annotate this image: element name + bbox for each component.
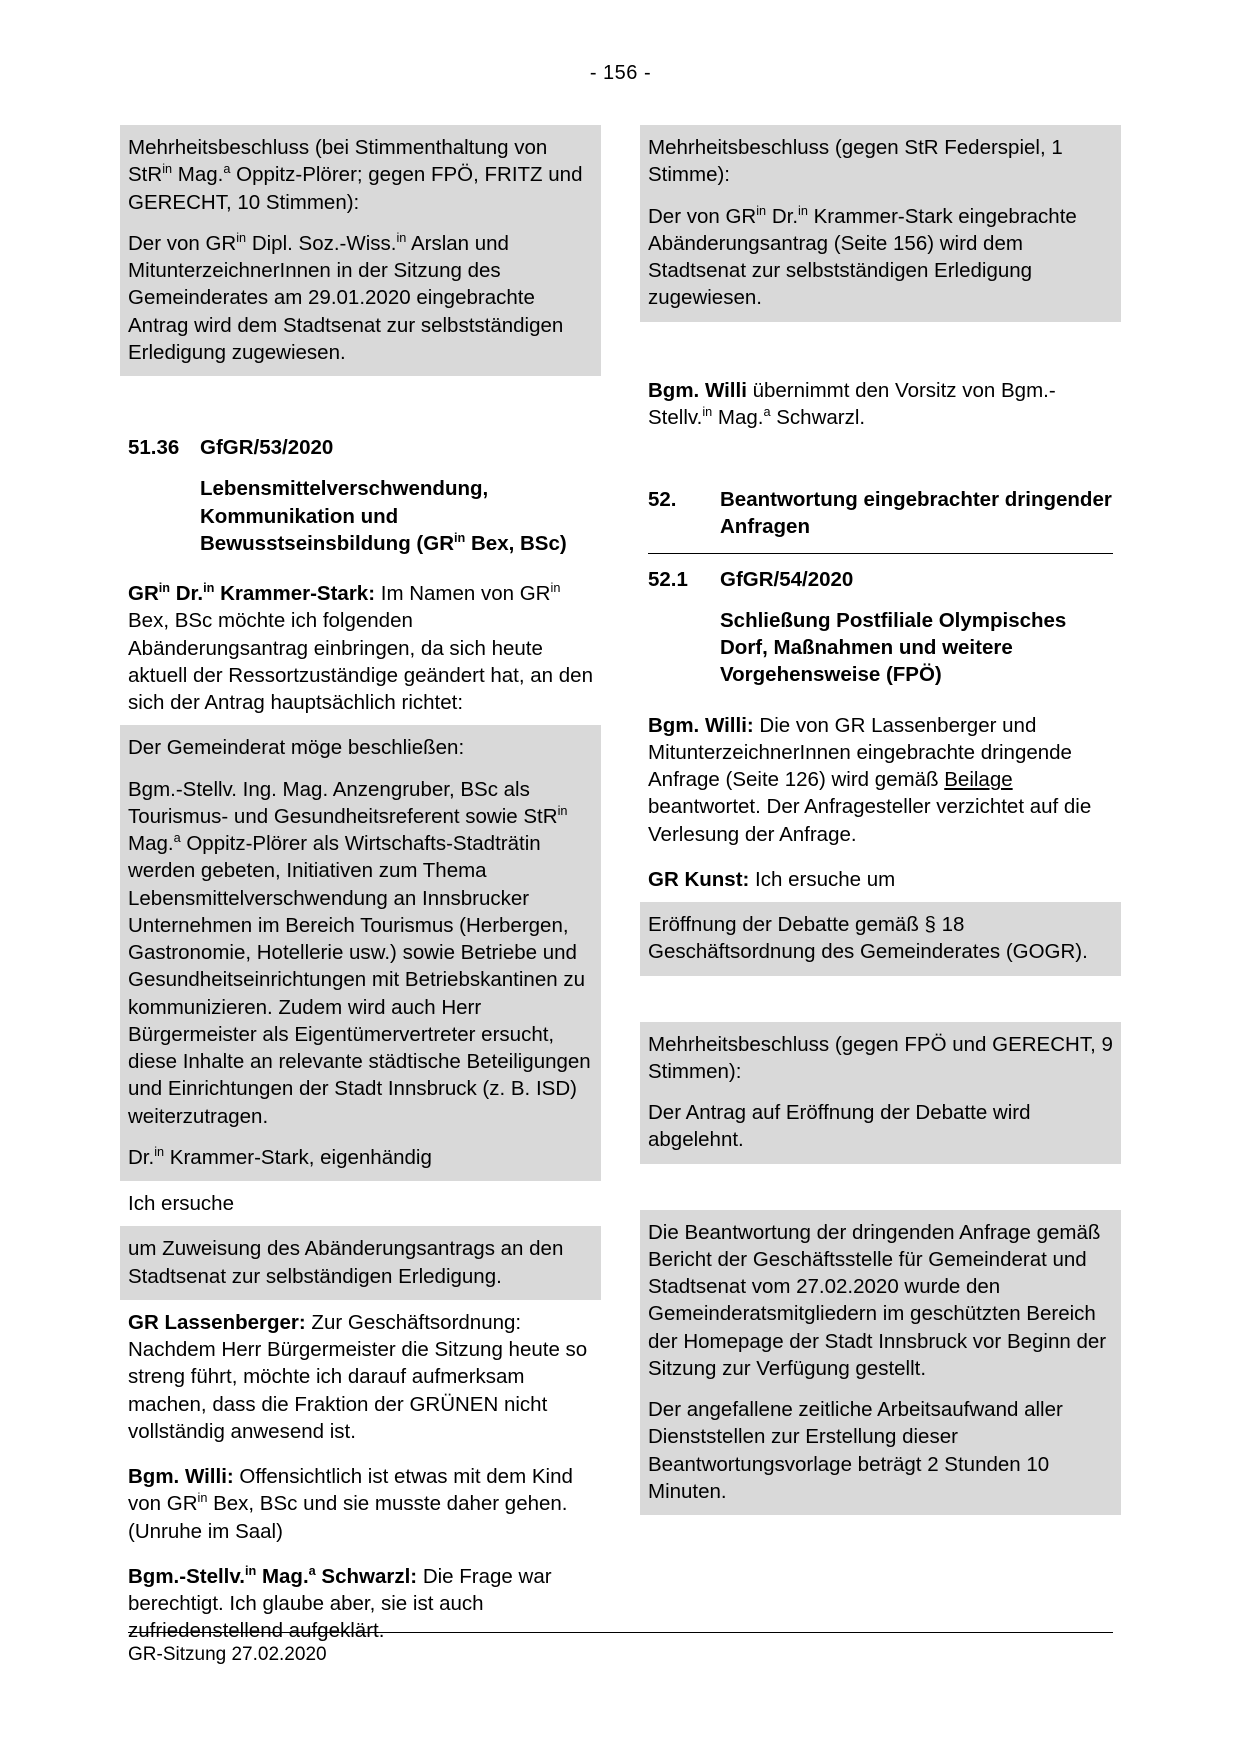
- agenda-item-title: Schließung Postfiliale Olympisches Dorf, Maßnahmen und weitere Vorgehensweise (FPÖ): [720, 608, 1067, 687]
- superscript: in: [236, 229, 247, 245]
- text-fragment: Bgm.-Stellv. Ing. Mag. Anzengruber, BSc als Tourismus- und Gesundheitsreferent sowie StR: [128, 777, 558, 828]
- motion-intro: Der Gemeinderat möge beschließen:: [128, 736, 465, 760]
- superscript: in: [396, 229, 407, 245]
- footer-divider: [128, 1632, 1113, 1633]
- speaker-name: GR Kunst:: [648, 867, 750, 891]
- agenda-item-reference: GfGR/54/2020: [720, 567, 854, 591]
- text-fragment: Dipl. Soz.-Wiss.: [246, 231, 397, 255]
- motion-block: [120, 725, 601, 1181]
- text-fragment: übernimmt den Vorsitz von Bgm.-Stellv.: [648, 378, 1056, 429]
- superscript: in: [162, 161, 173, 177]
- text-fragment: Die von GR Lassenberger und MitunterzeichnerInnen eingebrachte dringende Anfrage (Seite 126) wird gemäß: [648, 713, 1072, 791]
- request-block: [640, 902, 1121, 976]
- text-fragment: Dr.: [128, 1145, 155, 1169]
- footer-text: GR-Sitzung 27.02.2020: [128, 1644, 327, 1665]
- speaker-name: Bgm. Willi:: [128, 1465, 234, 1488]
- text-fragment: Die Frage war berechtigt. Ich glaube aber, sie ist auch zufriedenstellend aufgeklärt.: [128, 1564, 552, 1643]
- majority-decision-detail: [128, 230, 593, 366]
- page-number: - 156 -: [589, 62, 652, 84]
- text-fragment: Bex, BSc und sie musste daher gehen. (Unruhe im Saal): [128, 1492, 568, 1543]
- motion-signature: [128, 1144, 593, 1171]
- text-fragment: Im Namen von GR: [375, 582, 551, 605]
- majority-decision-line: [128, 134, 593, 216]
- superscript: in: [454, 529, 466, 545]
- text-fragment: Bex, BSc): [465, 531, 567, 555]
- section-heading: [648, 486, 1113, 541]
- text-fragment: Dr.: [766, 204, 799, 228]
- text-fragment: Ich ersuche um: [749, 867, 896, 891]
- superscript: in: [557, 802, 568, 818]
- request-block: [120, 1226, 601, 1300]
- motion-body: [128, 776, 593, 1130]
- superscript: in: [550, 580, 561, 596]
- text-fragment: Dr.: [170, 582, 204, 605]
- superscript: a: [173, 830, 181, 846]
- superscript: a: [308, 1562, 316, 1578]
- text-fragment: Krammer-Stark eingebrachte Abänderungsantrag (Seite 156) wird dem Stadtsenat zur selbstständigen Erledigung zugewiesen.: [648, 204, 1077, 310]
- agenda-item-reference: GfGR/53/2020: [200, 436, 334, 459]
- section-divider: [648, 553, 1113, 554]
- agenda-item-number: 52.1: [648, 567, 688, 591]
- superscript: in: [158, 580, 171, 596]
- text-fragment: Lebensmittelverschwendung, Kommunikation und Bewusstseinsbildung (GR: [200, 477, 489, 555]
- superscript: a: [223, 161, 231, 177]
- superscript: in: [702, 403, 713, 419]
- text-fragment: Krammer-Stark:: [214, 582, 376, 605]
- text-fragment: Schwarzl.: [770, 405, 866, 429]
- superscript: in: [798, 202, 808, 218]
- answer-note-line1: Die Beantwortung der dringenden Anfrage gemäß Bericht der Geschäftsstelle für Gemeinderat und Stadtsenat vom 27.02.2020 wurde den Gemeinderatsmitgliedern im geschützten Bereich der Homepage der Stadt Innsbruck vor Beginn der Sitzung zur Verfügung gestellt.: [648, 1220, 1107, 1380]
- text-fragment: Bex, BSc möchte ich folgenden Abänderungsantrag einbringen, da sich heute aktuell der Ressortzuständige geändert hat, an den sich der Antrag hauptsächlich richtet:: [128, 609, 593, 714]
- text-fragment: Schwarzl:: [315, 1564, 418, 1588]
- speaker-name: Bgm.-Stellv.: [128, 1564, 245, 1588]
- request-body: Eröffnung der Debatte gemäß § 18 Geschäftsordnung des Gemeinderates (GOGR).: [648, 913, 1088, 964]
- text-fragment: Mag.: [172, 163, 224, 187]
- answer-note-line2: Der angefallene zeitliche Arbeitsaufwand aller Dienststellen zur Erstellung dieser Beantwortungsvorlage beträgt 2 Stunden 10 Minuten.: [648, 1398, 1063, 1503]
- answer-note-block: [640, 1210, 1121, 1516]
- text-fragment: Arslan und MitunterzeichnerInnen in der Sitzung des Gemeinderates am 29.01.2020 eingebrachte Antrag wird dem Stadtsenat zur selbstständigen Erledigung zugewiesen.: [128, 231, 564, 364]
- speaker-statement: [640, 703, 1121, 857]
- speaker-name: Bgm. Willi: [648, 378, 747, 402]
- text-fragment: beantwortet. Der Anfragesteller verzichtet auf die Verlesung der Anfrage.: [648, 795, 1092, 846]
- agenda-item-title: [200, 475, 593, 557]
- agenda-item-number: 51.36: [128, 436, 180, 459]
- chair-change-note: [640, 368, 1121, 441]
- speaker-statement: [120, 1300, 601, 1454]
- agenda-item-heading: [128, 434, 593, 461]
- section-number: 52.: [648, 488, 677, 511]
- text-fragment: Der von GR: [648, 204, 757, 228]
- majority-decision-detail: [648, 203, 1113, 312]
- decision-block: [640, 1022, 1121, 1164]
- section-title: Beantwortung eingebrachter dringender Anfragen: [720, 488, 1112, 539]
- superscript: in: [154, 1143, 165, 1159]
- page-footer: [128, 1624, 1113, 1666]
- superscript: in: [756, 202, 767, 218]
- decision-detail: Der Antrag auf Eröffnung der Debatte wird abgelehnt.: [648, 1101, 1031, 1152]
- text-fragment: Mag.: [256, 1564, 309, 1588]
- text-fragment: Oppitz-Plörer als Wirtschafts-Stadträtin werden gebeten, Initiativen zum Thema Lebensmittelverschwendung an Innsbrucker Unternehmen im Bereich Tourismus (Herbergen, Gastronomie, Hotellerie usw.) sowie Betriebe und Gesundheitseinrichtungen mit Betriebskantinen zu kommunizieren. Zudem wird auch Herr Bürgermeister als Eigentümervertreter ersucht, diese Inhalte an relevante städtische Beteiligungen und Einrichtungen der Stadt Innsbruck (z. B. ISD) weiterzutragen.: [128, 832, 591, 1128]
- superscript: in: [197, 1490, 208, 1506]
- majority-decision-block: [120, 125, 601, 376]
- text-fragment: Krammer-Stark, eigenhändig: [164, 1145, 432, 1169]
- speaker-statement: [640, 857, 1121, 902]
- superscript: a: [763, 403, 771, 419]
- text-fragment: Offensichtlich ist etwas mit dem Kind von GR: [128, 1465, 573, 1516]
- text-fragment: Oppitz-Plörer; gegen FPÖ, FRITZ und GERECHT, 10 Stimmen):: [128, 163, 583, 214]
- text-fragment: Mehrheitsbeschluss (bei Stimmenthaltung von StR: [128, 136, 548, 187]
- text-fragment: Der von GR: [128, 231, 237, 255]
- right-column: [648, 125, 1113, 1654]
- text-fragment: Mag.: [712, 405, 764, 429]
- superscript: in: [244, 1562, 257, 1578]
- majority-decision-line: Mehrheitsbeschluss (gegen StR Federspiel, 1 Stimme):: [648, 136, 1063, 187]
- speaker-statement: [120, 1454, 601, 1554]
- speaker-statement: [120, 571, 601, 725]
- beilage-link[interactable]: Beilage: [944, 768, 1013, 791]
- speaker-name: Bgm. Willi:: [648, 713, 754, 737]
- request-body: um Zuweisung des Abänderungsantrags an den Stadtsenat zur selbständigen Erledigung.: [128, 1237, 564, 1288]
- superscript: in: [203, 580, 215, 596]
- request-line: Ich ersuche: [128, 1192, 234, 1215]
- speaker-name: GR: [128, 582, 159, 605]
- two-column-body: [128, 125, 1113, 1654]
- decision-line: Mehrheitsbeschluss (gegen FPÖ und GERECHT, 9 Stimmen):: [648, 1032, 1113, 1083]
- text-fragment: Mag.: [128, 832, 174, 855]
- text-fragment: Zur Geschäftsordnung: Nachdem Herr Bürgermeister die Sitzung heute so streng führt, möchte ich darauf aufmerksam machen, dass die Fraktion der GRÜNEN nicht vollständig anwesend ist.: [128, 1310, 588, 1443]
- speaker-name: GR Lassenberger:: [128, 1310, 306, 1334]
- left-column: [128, 125, 593, 1654]
- agenda-item-heading: [648, 566, 1113, 593]
- majority-decision-block: [640, 125, 1121, 322]
